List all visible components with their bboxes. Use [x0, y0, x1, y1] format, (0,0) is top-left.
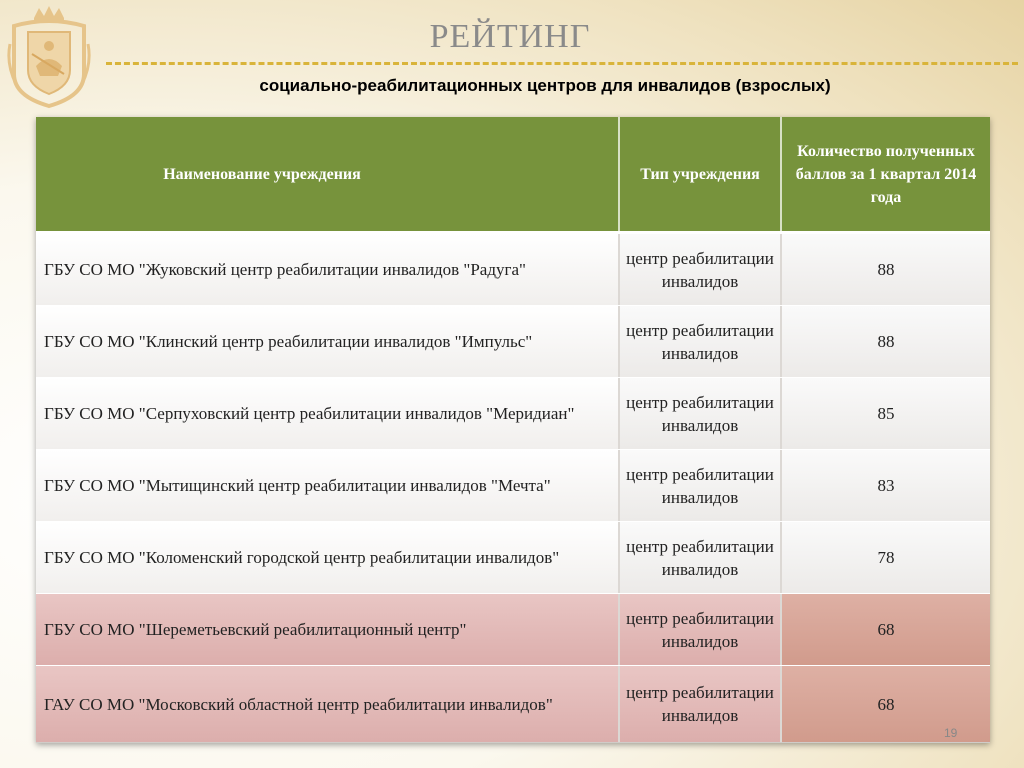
title-divider [106, 62, 1018, 65]
row-type: центр реабилитации инвалидов [620, 594, 782, 665]
table-row [36, 377, 990, 450]
row-score: 68 [782, 594, 990, 665]
row-score: 68 [782, 666, 990, 742]
slide-subtitle: социально-реабилитационных центров для инвалидов (взрослых) [259, 76, 831, 95]
row-name: ГБУ СО МО "Клинский центр реабилитации инвалидов "Импульс" [36, 306, 620, 377]
row-score: 88 [877, 332, 895, 351]
table-header-row [36, 117, 990, 233]
row-type: центр реабилитации инвалидов [620, 234, 782, 305]
row-score: 78 [877, 548, 895, 567]
row-score: 83 [877, 476, 895, 495]
row-name: ГБУ СО МО "Мытищинский центр реабилитации инвалидов "Мечта" [36, 450, 620, 521]
row-name: ГБУ СО МО "Серпуховский центр реабилитации инвалидов "Меридиан" [36, 378, 620, 449]
moscow-region-coat-of-arms-icon [6, 4, 92, 110]
row-type: центр реабилитации инвалидов [620, 666, 782, 742]
table-row [36, 449, 990, 522]
row-name: ГАУ СО МО "Московский областной центр реабилитации инвалидов" [36, 666, 620, 742]
row-type: центр реабилитации инвалидов [620, 522, 782, 593]
row-score: 88 [877, 260, 895, 279]
rating-table [36, 117, 990, 743]
row-type: центр реабилитации инвалидов [620, 306, 782, 377]
row-type: центр реабилитации инвалидов [620, 378, 782, 449]
table-row-highlighted [36, 665, 990, 743]
page-number: 19 [944, 726, 958, 740]
table-row [36, 521, 990, 594]
table-row [36, 305, 990, 378]
header-type: Тип учреждения [620, 117, 782, 231]
header-name: Наименование учреждения [36, 117, 620, 231]
row-type: центр реабилитации инвалидов [620, 450, 782, 521]
row-name: ГБУ СО МО "Жуковский центр реабилитации инвалидов "Радуга" [36, 234, 620, 305]
row-name: ГБУ СО МО "Коломенский городской центр реабилитации инвалидов" [36, 522, 620, 593]
table-row [36, 233, 990, 306]
slide-title: РЕЙТИНГ [429, 18, 591, 55]
row-name: ГБУ СО МО "Шереметьевский реабилитационный центр" [36, 594, 620, 665]
table-row-highlighted [36, 593, 990, 666]
row-score: 85 [877, 404, 895, 423]
header-score: Количество полученных баллов за 1 квартал 2014 года [795, 142, 977, 206]
